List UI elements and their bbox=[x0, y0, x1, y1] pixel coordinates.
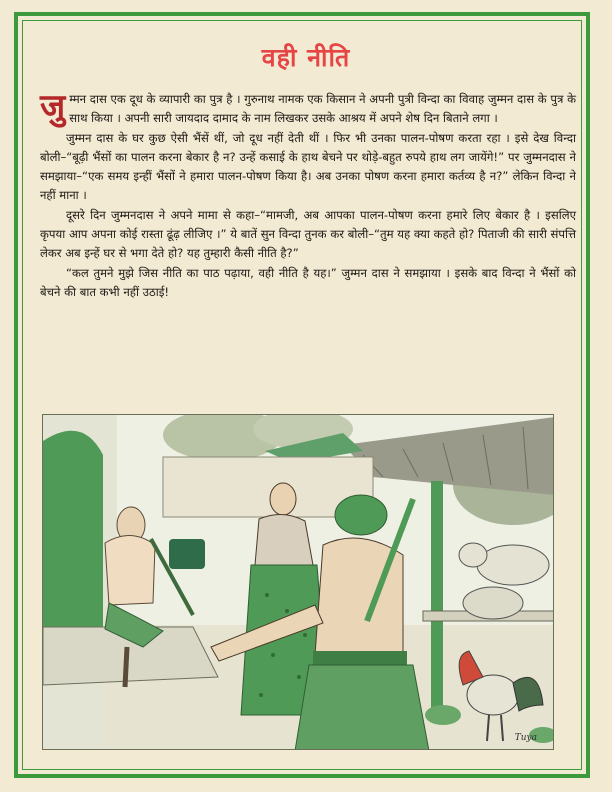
paragraph-1-text: म्मन दास एक दूध के व्यापारी का पुत्र है । गुरुनाथ नामक एक किसान ने अपनी पुत्री विन्दा का विवाह जुम्मन दास के पुत्र के साथ किया । अपनी सारी जायदाद दामाद के नाम लिखकर उसके आश्रय में अपने शेष दिन बिताने लगा । bbox=[69, 92, 576, 126]
story-text bbox=[40, 87, 576, 302]
paragraph-3: दूसरे दिन जुम्मनदास ने अपने मामा से कहा–“मामजी, अब आपका पालन-पोषण करना हमारे लिए बेकार है । इसलिए कृपया आप अपना कोई रास्ता ढूंढ़ लीजिए ।” ये बातें सुन विन्दा तुनक कर बोली–“तुम यह क्या कहते हो? पिताजी की सारी संपत्ति लेकर अब इन्हें घर से भगा देते हो? यह तुम्हारी कैसी नीति है?” bbox=[40, 207, 576, 261]
story-illustration bbox=[42, 414, 554, 750]
shed-post bbox=[431, 481, 443, 711]
green-doorway bbox=[43, 431, 103, 627]
paragraph-1 bbox=[40, 87, 576, 129]
paragraph-4: “कल तुमने मुझे जिस नीति का पाठ पढ़ाया, वही नीति है यह।” जुम्मन दास ने समझाया । इसके बाद विन्दा ने भैंसों को बेचने की बात कभी नहीं उठाई! bbox=[40, 265, 576, 299]
water-pot bbox=[169, 539, 205, 569]
paragraph-2: जुम्मन दास के घर कुछ ऐसी भैंसें थीं, जो दूध नहीं देती थीं । फिर भी उनका पालन-पोषण करता रहा । इसे देख विन्दा बोली–“बूढ़ी भैंसों का पालन करना बेकार है न? उन्हें कसाई के हाथ बेचने पर थोड़े-बहुत रुपये हाथ लग जायेंगे!” पर जुम्मनदास ने समझाया–“एक समय इन्हीं भैंसों ने हमारा पालन-पोषण किया है। अब उनका पोषण करना हमारा कर्तव्य है न?” लेकिन विन्दा ने नहीं माना । bbox=[40, 130, 576, 203]
story-title: वही नीति bbox=[261, 43, 351, 72]
artist-signature: Tuya bbox=[514, 733, 537, 743]
illustration-scene bbox=[43, 415, 554, 750]
drop-cap: जु bbox=[40, 87, 66, 127]
